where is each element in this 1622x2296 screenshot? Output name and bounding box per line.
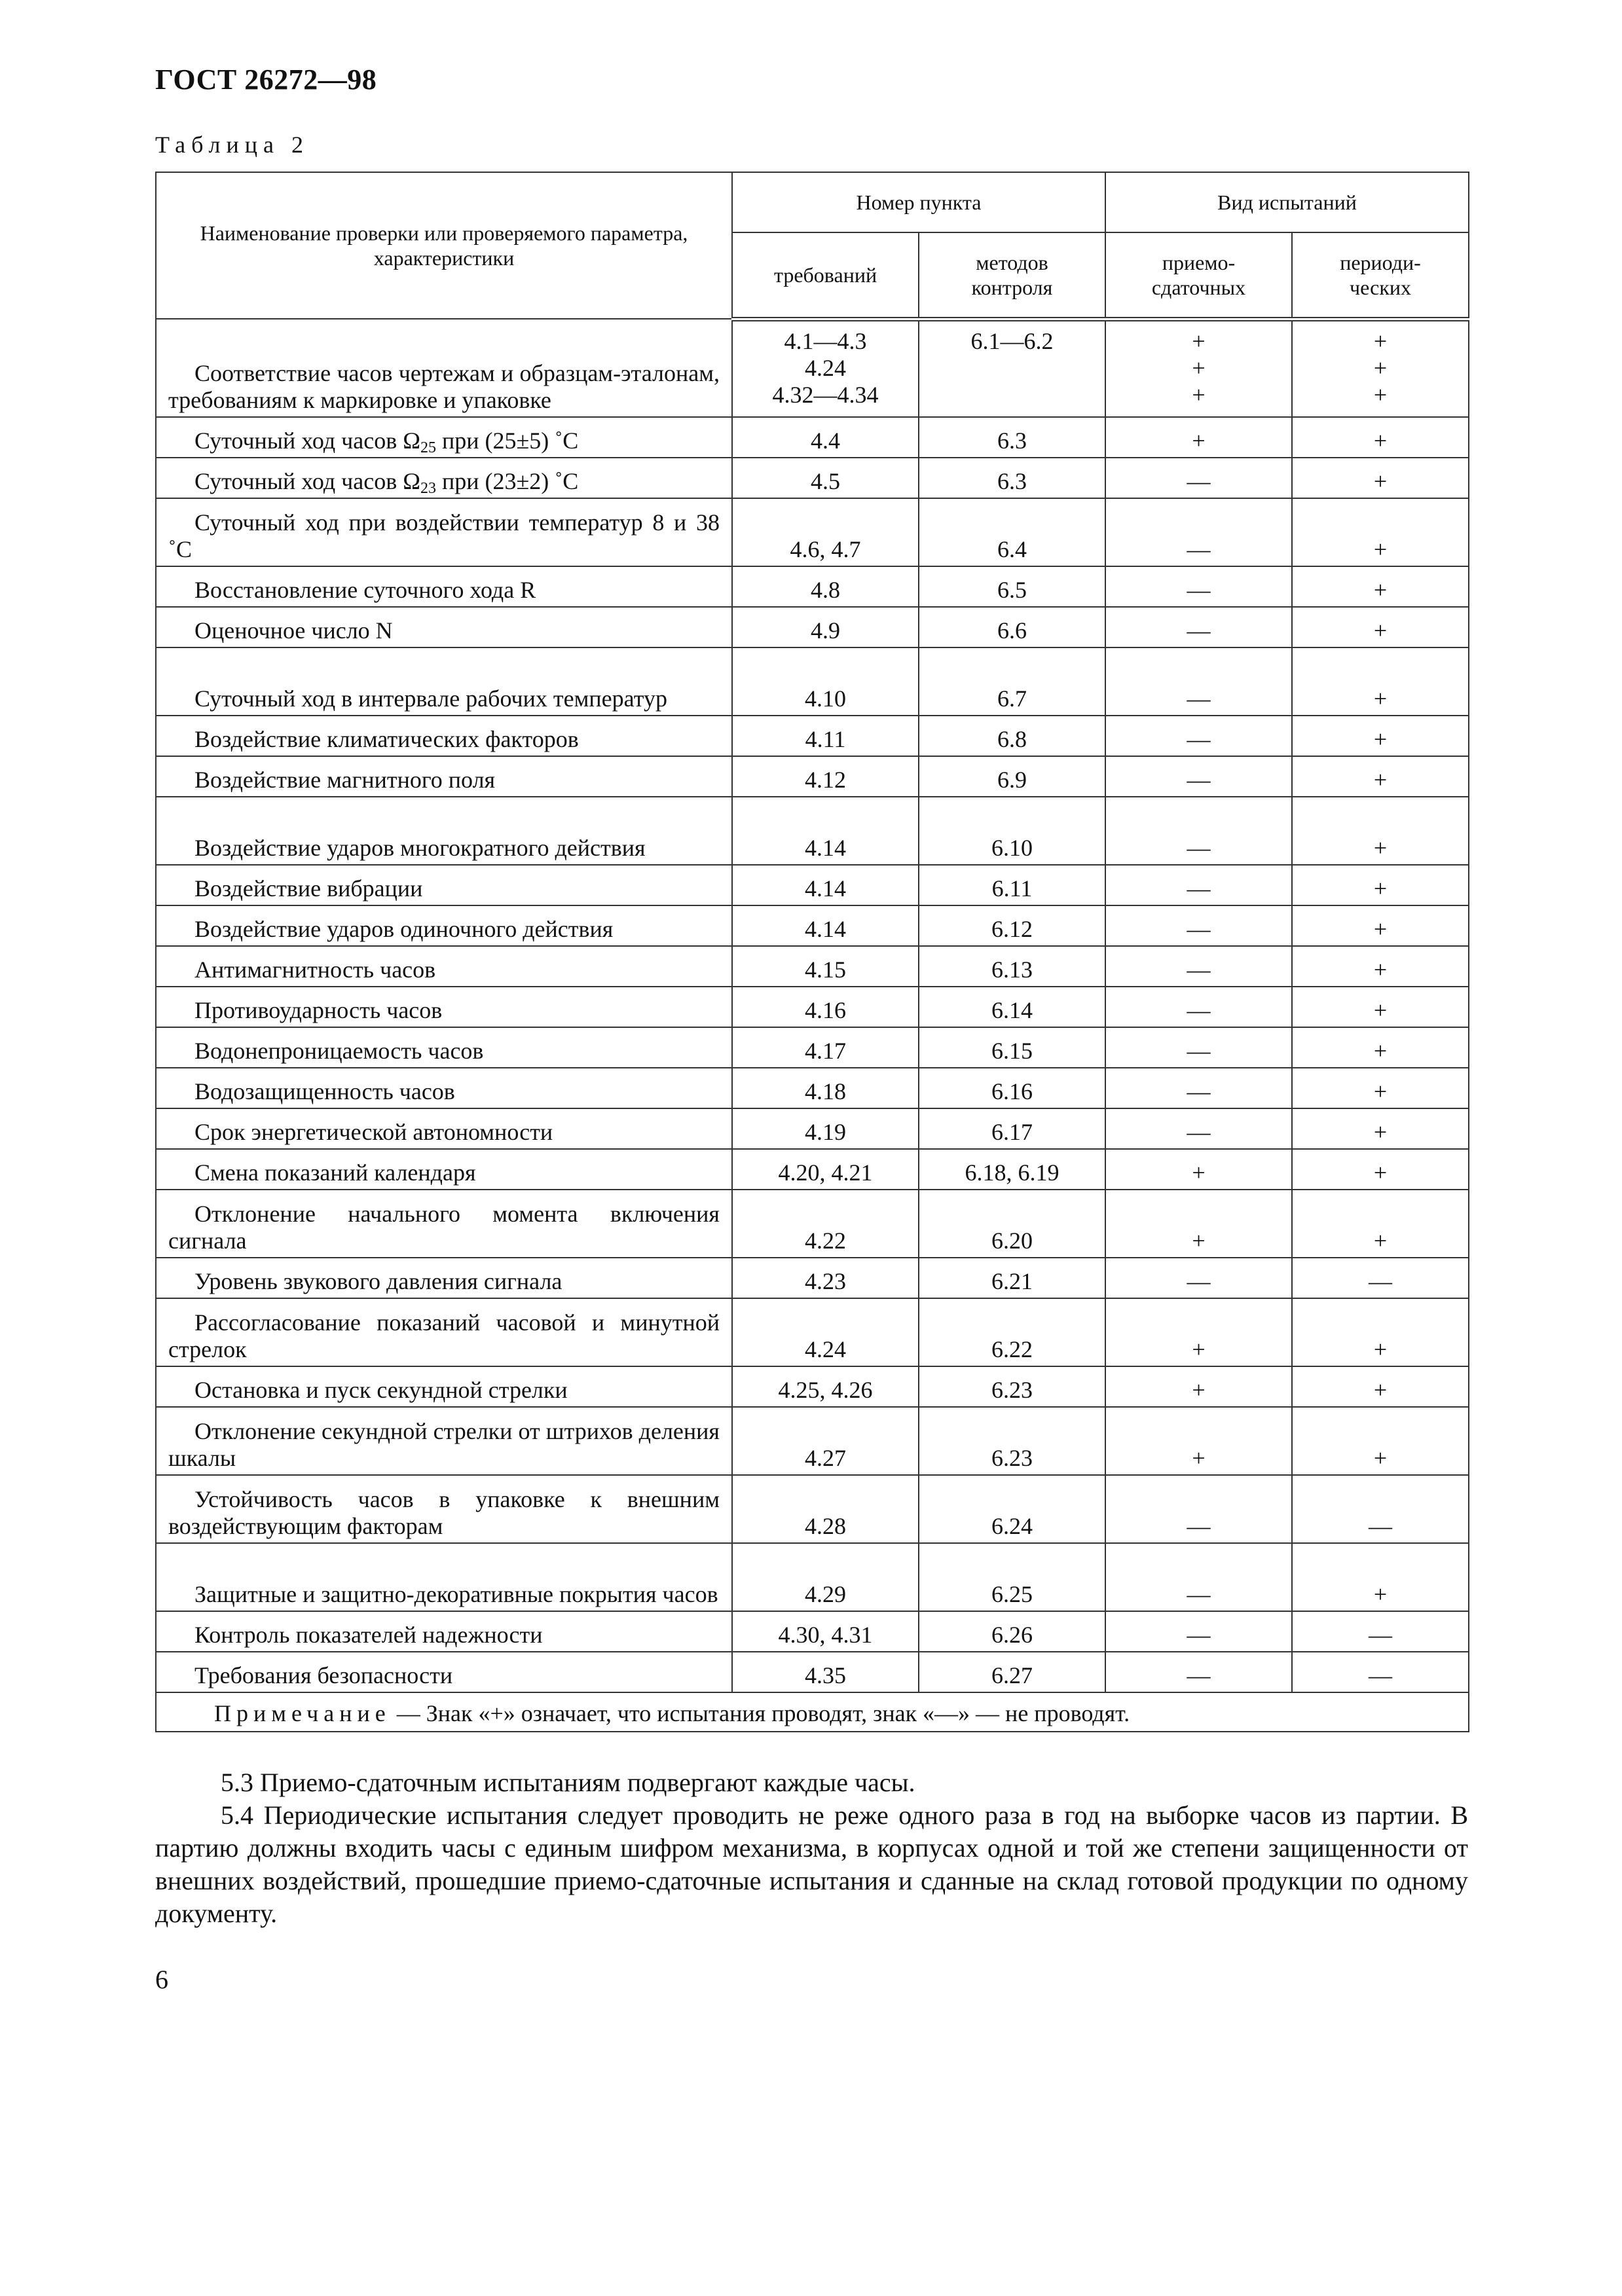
cell-meth: 6.14: [919, 987, 1105, 1027]
row-name: Отклонение секундной стрелки от штрихов деления шкалы: [156, 1407, 732, 1475]
table-row: [156, 1258, 1469, 1298]
cell-per: +: [1292, 1190, 1469, 1258]
cell-req: 4.24: [732, 1298, 919, 1366]
cell-acc: +: [1105, 1190, 1292, 1258]
row-name: Суточный ход часов $\Omega_{23}$ при (23±2) ˚С: [156, 458, 732, 498]
row-name: Устойчивость часов в упаковке к внешним воздействующим факторам: [156, 1475, 732, 1543]
cell-acc: —: [1105, 1475, 1292, 1543]
document-code: ГОСТ 26272—98: [155, 64, 377, 96]
cell-acc: —: [1105, 607, 1292, 647]
header-periodic: периоди-ческих: [1292, 232, 1469, 319]
cell-per: +: [1292, 1068, 1469, 1108]
cell-per: +: [1292, 756, 1469, 797]
table-row: [156, 319, 1469, 417]
row-name: Воздействие климатических факторов: [156, 716, 732, 756]
cell-acc: —: [1105, 1108, 1292, 1149]
cell-req: 4.8: [732, 566, 919, 607]
cell-per: +: [1292, 1108, 1469, 1149]
cell-per: +: [1292, 498, 1469, 566]
cell-acc: —: [1105, 498, 1292, 566]
cell-per: + + +: [1292, 319, 1469, 417]
cell-per: +: [1292, 1407, 1469, 1475]
table-row: [156, 865, 1469, 905]
cell-req: 4.20, 4.21: [732, 1149, 919, 1190]
row-name: Восстановление суточного хода R: [156, 566, 732, 607]
cell-per: +: [1292, 716, 1469, 756]
cell-req: 4.19: [732, 1108, 919, 1149]
table-note: [156, 1692, 1469, 1732]
table-row: [156, 1027, 1469, 1068]
cell-acc: +: [1105, 1366, 1292, 1407]
cell-req: 4.10: [732, 647, 919, 716]
row-name: Срок энергетической автономности: [156, 1108, 732, 1149]
table-row: [156, 1149, 1469, 1190]
cell-req: 4.23: [732, 1258, 919, 1298]
cell-acc: —: [1105, 1258, 1292, 1298]
cell-meth: 6.5: [919, 566, 1105, 607]
cell-meth: 6.20: [919, 1190, 1105, 1258]
cell-meth: 6.4: [919, 498, 1105, 566]
cell-req: 4.17: [732, 1027, 919, 1068]
table-caption: Таблица 2: [155, 132, 309, 158]
cell-meth: 6.8: [919, 716, 1105, 756]
cell-per: +: [1292, 566, 1469, 607]
row-name: Воздействие вибрации: [156, 865, 732, 905]
cell-req: 4.6, 4.7: [732, 498, 919, 566]
row-name: Контроль показателей надежности: [156, 1611, 732, 1652]
cell-acc: —: [1105, 647, 1292, 716]
cell-per: +: [1292, 1543, 1469, 1611]
cell-meth: 6.27: [919, 1652, 1105, 1692]
row-name: Воздействие ударов одиночного действия: [156, 905, 732, 946]
cell-per: +: [1292, 458, 1469, 498]
cell-acc: —: [1105, 1543, 1292, 1611]
cell-meth: 6.9: [919, 756, 1105, 797]
cell-meth: 6.15: [919, 1027, 1105, 1068]
cell-acc: —: [1105, 1027, 1292, 1068]
cell-meth: 6.10: [919, 797, 1105, 865]
cell-per: +: [1292, 905, 1469, 946]
cell-per: +: [1292, 946, 1469, 987]
cell-acc: +: [1105, 1149, 1292, 1190]
row-name: Суточный ход при воздействии температур 8 и 38 ˚С: [156, 498, 732, 566]
row-name: Суточный ход в интервале рабочих температур: [156, 647, 732, 716]
cell-req: 4.4: [732, 417, 919, 458]
cell-per: —: [1292, 1652, 1469, 1692]
table-row: [156, 1611, 1469, 1652]
cell-per: +: [1292, 1366, 1469, 1407]
table-row: [156, 1108, 1469, 1149]
cell-meth: 6.21: [919, 1258, 1105, 1298]
row-name: Отклонение начального момента включения сигнала: [156, 1190, 732, 1258]
cell-per: +: [1292, 1027, 1469, 1068]
cell-meth: 6.1—6.2: [919, 319, 1105, 417]
cell-req: 4.12: [732, 756, 919, 797]
cell-req: 4.5: [732, 458, 919, 498]
cell-per: —: [1292, 1611, 1469, 1652]
table-row: [156, 905, 1469, 946]
cell-req: 4.25, 4.26: [732, 1366, 919, 1407]
table-row: [156, 647, 1469, 716]
cell-meth: 6.6: [919, 607, 1105, 647]
cell-meth: 6.24: [919, 1475, 1105, 1543]
row-name: Рассогласование показаний часовой и минутной стрелок: [156, 1298, 732, 1366]
cell-meth: 6.25: [919, 1543, 1105, 1611]
cell-acc: —: [1105, 987, 1292, 1027]
cell-acc: —: [1105, 566, 1292, 607]
header-requirements: требований: [732, 232, 919, 319]
row-name: Соответствие часов чертежам и образцам-эталонам, требованиям к маркировке и упаковке: [156, 319, 732, 417]
row-name: Водонепроницаемость часов: [156, 1027, 732, 1068]
cell-acc: —: [1105, 458, 1292, 498]
cell-meth: 6.11: [919, 865, 1105, 905]
cell-per: +: [1292, 607, 1469, 647]
cell-meth: 6.22: [919, 1298, 1105, 1366]
row-name: Остановка и пуск секундной стрелки: [156, 1366, 732, 1407]
header-methods: методов контроля: [919, 232, 1105, 319]
cell-acc: —: [1105, 1611, 1292, 1652]
row-name: Требования безопасности: [156, 1652, 732, 1692]
cell-req: 4.35: [732, 1652, 919, 1692]
cell-acc: —: [1105, 946, 1292, 987]
cell-per: +: [1292, 987, 1469, 1027]
cell-meth: 6.16: [919, 1068, 1105, 1108]
row-name: Воздействие магнитного поля: [156, 756, 732, 797]
table-row: [156, 1298, 1469, 1366]
table-row: [156, 458, 1469, 498]
cell-req: 4.9: [732, 607, 919, 647]
cell-req: 4.15: [732, 946, 919, 987]
cell-meth: 6.23: [919, 1366, 1105, 1407]
table-row: [156, 1366, 1469, 1407]
cell-per: +: [1292, 797, 1469, 865]
row-name: Смена показаний календаря: [156, 1149, 732, 1190]
cell-acc: —: [1105, 1068, 1292, 1108]
cell-meth: 6.23: [919, 1407, 1105, 1475]
cell-req: 4.14: [732, 905, 919, 946]
table-row: [156, 1652, 1469, 1692]
header-clause-group: Номер пункта: [732, 172, 1105, 232]
row-name: Антимагнитность часов: [156, 946, 732, 987]
table-row: [156, 566, 1469, 607]
cell-per: +: [1292, 1298, 1469, 1366]
table-row: [156, 1543, 1469, 1611]
row-name: Защитные и защитно-декоративные покрытия часов: [156, 1543, 732, 1611]
table-row: [156, 1475, 1469, 1543]
cell-req: 4.27: [732, 1407, 919, 1475]
cell-per: —: [1292, 1475, 1469, 1543]
cell-req: 4.14: [732, 797, 919, 865]
cell-meth: 6.7: [919, 647, 1105, 716]
cell-per: +: [1292, 865, 1469, 905]
table-row: [156, 1190, 1469, 1258]
header-acceptance: приемо-сдаточных: [1105, 232, 1292, 319]
cell-per: +: [1292, 417, 1469, 458]
table-row: [156, 756, 1469, 797]
cell-meth: 6.17: [919, 1108, 1105, 1149]
note-label: Примечание: [214, 1700, 391, 1726]
cell-acc: +: [1105, 1407, 1292, 1475]
cell-meth: 6.3: [919, 458, 1105, 498]
cell-req: 4.30, 4.31: [732, 1611, 919, 1652]
table-row: [156, 1068, 1469, 1108]
paragraph-5-3: 5.3 Приемо-сдаточным испытаниям подвергают каждые часы.: [221, 1768, 915, 1797]
table-row: [156, 716, 1469, 756]
cell-acc: + + +: [1105, 319, 1292, 417]
header-test-group: Вид испытаний: [1105, 172, 1469, 232]
cell-req: 4.28: [732, 1475, 919, 1543]
row-name: Водозащищенность часов: [156, 1068, 732, 1108]
row-name: Оценочное число N: [156, 607, 732, 647]
cell-acc: —: [1105, 716, 1292, 756]
cell-per: +: [1292, 647, 1469, 716]
cell-req: 4.29: [732, 1543, 919, 1611]
row-name: Воздействие ударов многократного действия: [156, 797, 732, 865]
table-row: [156, 946, 1469, 987]
paragraph-5-4: 5.4 Периодические испытания следует проводить не реже одного раза в год на выборке часов из партии. В партию должны входить часы с единым шифром механизма, в корпусах одной и той же степени защищенности от внешних воздействий, прошедшие приемо-сдаточные испытания и сданные на склад готовой продукции по одному документу.: [155, 1800, 1468, 1928]
table-row: [156, 498, 1469, 566]
cell-acc: —: [1105, 1652, 1292, 1692]
cell-per: +: [1292, 1149, 1469, 1190]
cell-meth: 6.12: [919, 905, 1105, 946]
cell-acc: +: [1105, 417, 1292, 458]
cell-acc: —: [1105, 905, 1292, 946]
header-name: Наименование проверки или проверяемого параметра, характеристики: [156, 172, 732, 319]
row-name: Суточный ход часов $\Omega_{25}$ при (25±5) ˚С: [156, 417, 732, 458]
cell-req: 4.11: [732, 716, 919, 756]
cell-meth: 6.13: [919, 946, 1105, 987]
cell-req: 4.1—4.3 4.24 4.32—4.34: [732, 319, 919, 417]
table-row: [156, 417, 1469, 458]
page-number: 6: [155, 1965, 168, 1994]
note-text: — Знак «+» означает, что испытания проводят, знак «—» — не проводят.: [390, 1700, 1130, 1726]
cell-meth: 6.3: [919, 417, 1105, 458]
table-row: [156, 607, 1469, 647]
table-row: [156, 1407, 1469, 1475]
row-name: Уровень звукового давления сигнала: [156, 1258, 732, 1298]
cell-acc: +: [1105, 1298, 1292, 1366]
cell-acc: —: [1105, 797, 1292, 865]
row-name: Противоударность часов: [156, 987, 732, 1027]
table-row: [156, 797, 1469, 865]
cell-meth: 6.18, 6.19: [919, 1149, 1105, 1190]
cell-req: 4.18: [732, 1068, 919, 1108]
table-body: [156, 319, 1469, 1692]
cell-per: —: [1292, 1258, 1469, 1298]
cell-req: 4.14: [732, 865, 919, 905]
table-row: [156, 987, 1469, 1027]
cell-meth: 6.26: [919, 1611, 1105, 1652]
cell-acc: —: [1105, 865, 1292, 905]
cell-req: 4.22: [732, 1190, 919, 1258]
cell-req: 4.16: [732, 987, 919, 1027]
cell-acc: —: [1105, 756, 1292, 797]
test-table: [155, 172, 1469, 1732]
